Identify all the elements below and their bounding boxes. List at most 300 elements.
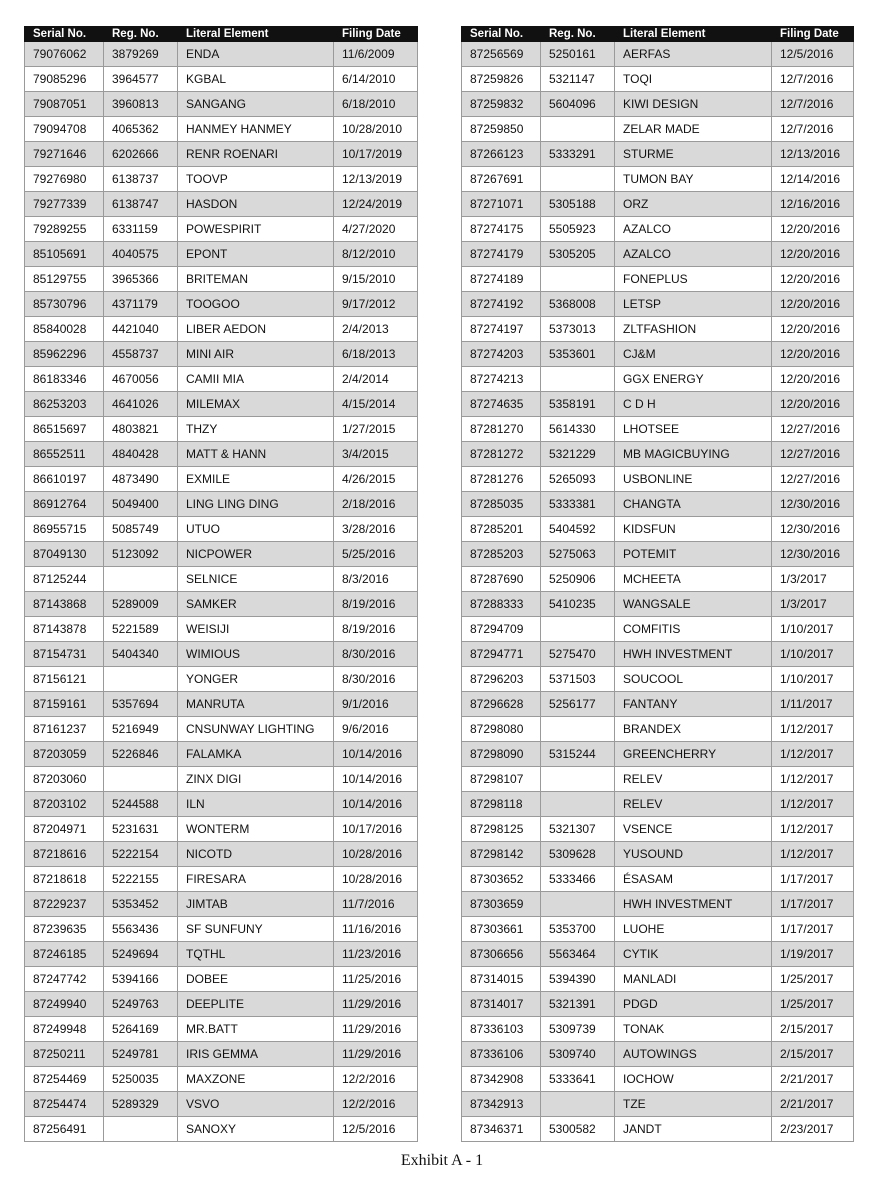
filing-date-cell: 12/27/2016 (772, 467, 854, 492)
reg-no-cell (541, 367, 615, 392)
filing-date-cell: 12/2/2016 (334, 1092, 418, 1117)
filing-date-cell: 4/27/2020 (334, 217, 418, 242)
table-row (462, 892, 854, 917)
reg-no-cell: 5275063 (541, 542, 615, 567)
reg-no-cell: 3964577 (104, 67, 178, 92)
filing-date-cell: 10/14/2016 (334, 742, 418, 767)
serial-no-cell: 86912764 (25, 492, 104, 517)
literal-element-cell: GGX ENERGY (615, 367, 772, 392)
table-row (462, 117, 854, 142)
serial-no-cell: 87239635 (25, 917, 104, 942)
table-row (25, 992, 418, 1017)
serial-no-cell: 87267691 (462, 167, 541, 192)
reg-no-cell (541, 267, 615, 292)
serial-no-cell: 85840028 (25, 317, 104, 342)
table-row (462, 192, 854, 217)
table-row (462, 792, 854, 817)
reg-no-cell: 5305188 (541, 192, 615, 217)
literal-element-cell: JIMTAB (178, 892, 334, 917)
reg-no-cell: 5256177 (541, 692, 615, 717)
table-row (462, 42, 854, 67)
reg-no-cell: 5123092 (104, 542, 178, 567)
serial-no-cell: 87259826 (462, 67, 541, 92)
literal-element-cell: CYTIK (615, 942, 772, 967)
literal-element-cell: CJ&M (615, 342, 772, 367)
literal-element-cell: WEISIJI (178, 617, 334, 642)
table-row (25, 817, 418, 842)
serial-no-cell: 87256569 (462, 42, 541, 67)
header-literal-element: Literal Element (178, 27, 334, 42)
reg-no-cell (104, 567, 178, 592)
table-row (462, 367, 854, 392)
reg-no-cell: 5264169 (104, 1017, 178, 1042)
table-row (462, 217, 854, 242)
serial-no-cell: 86552511 (25, 442, 104, 467)
serial-no-cell: 79276980 (25, 167, 104, 192)
serial-no-cell: 86955715 (25, 517, 104, 542)
serial-no-cell: 87346371 (462, 1117, 541, 1142)
literal-element-cell: AUTOWINGS (615, 1042, 772, 1067)
literal-element-cell: FALAMKA (178, 742, 334, 767)
literal-element-cell: MAXZONE (178, 1067, 334, 1092)
serial-no-cell: 87274203 (462, 342, 541, 367)
filing-date-cell: 2/21/2017 (772, 1092, 854, 1117)
reg-no-cell: 5049400 (104, 492, 178, 517)
serial-no-cell: 87254474 (25, 1092, 104, 1117)
reg-no-cell: 5309740 (541, 1042, 615, 1067)
literal-element-cell: MB MAGICBUYING (615, 442, 772, 467)
filing-date-cell: 12/20/2016 (772, 292, 854, 317)
filing-date-cell: 3/4/2015 (334, 442, 418, 467)
table-row (25, 267, 418, 292)
filing-date-cell: 10/14/2016 (334, 767, 418, 792)
filing-date-cell: 10/17/2016 (334, 817, 418, 842)
reg-no-cell: 5305205 (541, 242, 615, 267)
literal-element-cell: CNSUNWAY LIGHTING (178, 717, 334, 742)
literal-element-cell: AZALCO (615, 242, 772, 267)
serial-no-cell: 87246185 (25, 942, 104, 967)
table-row (462, 67, 854, 92)
table-row (462, 267, 854, 292)
serial-no-cell: 87296203 (462, 667, 541, 692)
literal-element-cell: GREENCHERRY (615, 742, 772, 767)
reg-no-cell: 4840428 (104, 442, 178, 467)
reg-no-cell: 5357694 (104, 692, 178, 717)
literal-element-cell: MINI AIR (178, 342, 334, 367)
table-row (25, 942, 418, 967)
reg-no-cell: 5371503 (541, 667, 615, 692)
literal-element-cell: EPONT (178, 242, 334, 267)
reg-no-cell: 6331159 (104, 217, 178, 242)
table-row (25, 117, 418, 142)
filing-date-cell: 11/29/2016 (334, 992, 418, 1017)
table-row (25, 217, 418, 242)
filing-date-cell: 12/7/2016 (772, 67, 854, 92)
filing-date-cell: 12/20/2016 (772, 342, 854, 367)
reg-no-cell: 5222154 (104, 842, 178, 867)
table-row (462, 92, 854, 117)
reg-no-cell: 3965366 (104, 267, 178, 292)
filing-date-cell: 9/17/2012 (334, 292, 418, 317)
reg-no-cell (541, 117, 615, 142)
filing-date-cell: 1/10/2017 (772, 667, 854, 692)
literal-element-cell: AERFAS (615, 42, 772, 67)
table-row (462, 567, 854, 592)
filing-date-cell: 4/15/2014 (334, 392, 418, 417)
serial-no-cell: 87274192 (462, 292, 541, 317)
literal-element-cell: FIRESARA (178, 867, 334, 892)
reg-no-cell: 5614330 (541, 417, 615, 442)
reg-no-cell: 5353601 (541, 342, 615, 367)
filing-date-cell: 1/19/2017 (772, 942, 854, 967)
literal-element-cell: COMFITIS (615, 617, 772, 642)
left-table-body (25, 42, 418, 1142)
reg-no-cell: 6138737 (104, 167, 178, 192)
literal-element-cell: AZALCO (615, 217, 772, 242)
literal-element-cell: TQTHL (178, 942, 334, 967)
table-header-row (25, 27, 418, 42)
serial-no-cell: 87204971 (25, 817, 104, 842)
serial-no-cell: 87203059 (25, 742, 104, 767)
table-row (25, 1042, 418, 1067)
literal-element-cell: TOQI (615, 67, 772, 92)
filing-date-cell: 1/27/2015 (334, 417, 418, 442)
reg-no-cell: 4040575 (104, 242, 178, 267)
filing-date-cell: 1/25/2017 (772, 992, 854, 1017)
filing-date-cell: 12/30/2016 (772, 492, 854, 517)
table-row (462, 667, 854, 692)
literal-element-cell: ENDA (178, 42, 334, 67)
filing-date-cell: 1/25/2017 (772, 967, 854, 992)
serial-no-cell: 79271646 (25, 142, 104, 167)
table-row (25, 492, 418, 517)
filing-date-cell: 1/17/2017 (772, 892, 854, 917)
reg-no-cell: 4558737 (104, 342, 178, 367)
serial-no-cell: 79085296 (25, 67, 104, 92)
table-row (25, 167, 418, 192)
literal-element-cell: UTUO (178, 517, 334, 542)
literal-element-cell: VSVO (178, 1092, 334, 1117)
literal-element-cell: MANRUTA (178, 692, 334, 717)
serial-no-cell: 87161237 (25, 717, 104, 742)
left-trademark-table (24, 26, 418, 1142)
reg-no-cell: 5321147 (541, 67, 615, 92)
filing-date-cell: 12/13/2019 (334, 167, 418, 192)
table-row (25, 1117, 418, 1142)
serial-no-cell: 87285201 (462, 517, 541, 542)
table-row (462, 467, 854, 492)
serial-no-cell: 79087051 (25, 92, 104, 117)
reg-no-cell: 5321229 (541, 442, 615, 467)
serial-no-cell: 87274635 (462, 392, 541, 417)
filing-date-cell: 12/27/2016 (772, 417, 854, 442)
filing-date-cell: 1/12/2017 (772, 792, 854, 817)
table-row (462, 392, 854, 417)
literal-element-cell: MATT & HANN (178, 442, 334, 467)
serial-no-cell: 87288333 (462, 592, 541, 617)
reg-no-cell: 5353452 (104, 892, 178, 917)
serial-no-cell: 87249940 (25, 992, 104, 1017)
table-row (462, 317, 854, 342)
reg-no-cell: 5300582 (541, 1117, 615, 1142)
filing-date-cell: 6/14/2010 (334, 67, 418, 92)
reg-no-cell: 5216949 (104, 717, 178, 742)
filing-date-cell: 12/20/2016 (772, 267, 854, 292)
table-row (25, 517, 418, 542)
reg-no-cell: 6138747 (104, 192, 178, 217)
table-row (462, 617, 854, 642)
filing-date-cell: 12/7/2016 (772, 92, 854, 117)
literal-element-cell: THZY (178, 417, 334, 442)
table-row (462, 742, 854, 767)
reg-no-cell: 5321391 (541, 992, 615, 1017)
table-row (25, 192, 418, 217)
reg-no-cell: 5315244 (541, 742, 615, 767)
literal-element-cell: USBONLINE (615, 467, 772, 492)
table-row (462, 992, 854, 1017)
serial-no-cell: 87203060 (25, 767, 104, 792)
reg-no-cell: 5358191 (541, 392, 615, 417)
filing-date-cell: 6/18/2010 (334, 92, 418, 117)
filing-date-cell: 12/20/2016 (772, 217, 854, 242)
table-row (25, 142, 418, 167)
reg-no-cell: 5373013 (541, 317, 615, 342)
table-row (462, 692, 854, 717)
serial-no-cell: 86183346 (25, 367, 104, 392)
serial-no-cell: 87247742 (25, 967, 104, 992)
table-row (25, 92, 418, 117)
literal-element-cell: DEEPLITE (178, 992, 334, 1017)
literal-element-cell: ZINX DIGI (178, 767, 334, 792)
reg-no-cell: 4371179 (104, 292, 178, 317)
reg-no-cell: 5309739 (541, 1017, 615, 1042)
filing-date-cell: 12/20/2016 (772, 317, 854, 342)
page-footer: Exhibit A - 1 (400, 1152, 484, 1169)
filing-date-cell: 2/4/2014 (334, 367, 418, 392)
filing-date-cell: 2/4/2013 (334, 317, 418, 342)
filing-date-cell: 12/30/2016 (772, 542, 854, 567)
filing-date-cell: 10/28/2016 (334, 842, 418, 867)
table-row (462, 817, 854, 842)
reg-no-cell: 5250161 (541, 42, 615, 67)
filing-date-cell: 8/3/2016 (334, 567, 418, 592)
table-row (25, 442, 418, 467)
filing-date-cell: 8/30/2016 (334, 667, 418, 692)
serial-no-cell: 87143878 (25, 617, 104, 642)
literal-element-cell: TZE (615, 1092, 772, 1117)
reg-no-cell: 5404592 (541, 517, 615, 542)
filing-date-cell: 10/17/2019 (334, 142, 418, 167)
reg-no-cell (541, 1092, 615, 1117)
filing-date-cell: 12/14/2016 (772, 167, 854, 192)
literal-element-cell: PDGD (615, 992, 772, 1017)
literal-element-cell: WIMIOUS (178, 642, 334, 667)
reg-no-cell: 5249763 (104, 992, 178, 1017)
reg-no-cell: 5222155 (104, 867, 178, 892)
table-row (25, 867, 418, 892)
filing-date-cell: 1/12/2017 (772, 717, 854, 742)
serial-no-cell: 87298090 (462, 742, 541, 767)
table-row (25, 792, 418, 817)
filing-date-cell: 12/20/2016 (772, 367, 854, 392)
reg-no-cell: 5249781 (104, 1042, 178, 1067)
filing-date-cell: 8/30/2016 (334, 642, 418, 667)
filing-date-cell: 11/7/2016 (334, 892, 418, 917)
header-reg-no: Reg. No. (104, 27, 178, 42)
table-row (25, 242, 418, 267)
filing-date-cell: 12/20/2016 (772, 392, 854, 417)
table-header-row (462, 27, 854, 42)
table-row (25, 917, 418, 942)
table-row (25, 692, 418, 717)
reg-no-cell: 5244588 (104, 792, 178, 817)
literal-element-cell: RELEV (615, 792, 772, 817)
filing-date-cell: 5/25/2016 (334, 542, 418, 567)
literal-element-cell: POWESPIRIT (178, 217, 334, 242)
serial-no-cell: 86610197 (25, 467, 104, 492)
literal-element-cell: MANLADI (615, 967, 772, 992)
reg-no-cell: 4065362 (104, 117, 178, 142)
reg-no-cell (541, 767, 615, 792)
table-row (462, 842, 854, 867)
reg-no-cell: 3879269 (104, 42, 178, 67)
reg-no-cell: 5604096 (541, 92, 615, 117)
serial-no-cell: 87249948 (25, 1017, 104, 1042)
serial-no-cell: 87285203 (462, 542, 541, 567)
filing-date-cell: 10/28/2010 (334, 117, 418, 142)
table-row (462, 717, 854, 742)
reg-no-cell (104, 1117, 178, 1142)
table-row (462, 517, 854, 542)
filing-date-cell: 10/28/2016 (334, 867, 418, 892)
table-row (462, 1067, 854, 1092)
serial-no-cell: 79289255 (25, 217, 104, 242)
serial-no-cell: 87266123 (462, 142, 541, 167)
literal-element-cell: SANOXY (178, 1117, 334, 1142)
literal-element-cell: CAMII MIA (178, 367, 334, 392)
serial-no-cell: 87336106 (462, 1042, 541, 1067)
filing-date-cell: 1/12/2017 (772, 767, 854, 792)
table-row (462, 942, 854, 967)
table-row (25, 367, 418, 392)
literal-element-cell: LING LING DING (178, 492, 334, 517)
reg-no-cell: 5275470 (541, 642, 615, 667)
table-row (25, 967, 418, 992)
literal-element-cell: HWH INVESTMENT (615, 642, 772, 667)
literal-element-cell: ZELAR MADE (615, 117, 772, 142)
table-row (25, 1017, 418, 1042)
reg-no-cell: 5563436 (104, 917, 178, 942)
reg-no-cell: 5404340 (104, 642, 178, 667)
reg-no-cell (541, 617, 615, 642)
header-serial-no: Serial No. (462, 27, 541, 42)
filing-date-cell: 6/18/2013 (334, 342, 418, 367)
serial-no-cell: 87271071 (462, 192, 541, 217)
filing-date-cell: 12/27/2016 (772, 442, 854, 467)
literal-element-cell: EXMILE (178, 467, 334, 492)
reg-no-cell (104, 667, 178, 692)
filing-date-cell: 12/5/2016 (772, 42, 854, 67)
table-row (462, 592, 854, 617)
serial-no-cell: 87143868 (25, 592, 104, 617)
filing-date-cell: 11/29/2016 (334, 1017, 418, 1042)
literal-element-cell: MCHEETA (615, 567, 772, 592)
table-row (462, 867, 854, 892)
literal-element-cell: HWH INVESTMENT (615, 892, 772, 917)
table-row (25, 842, 418, 867)
literal-element-cell: TOOGOO (178, 292, 334, 317)
literal-element-cell: HANMEY HANMEY (178, 117, 334, 142)
literal-element-cell: TONAK (615, 1017, 772, 1042)
serial-no-cell: 86515697 (25, 417, 104, 442)
table-row (25, 342, 418, 367)
literal-element-cell: NICPOWER (178, 542, 334, 567)
serial-no-cell: 87303659 (462, 892, 541, 917)
serial-no-cell: 87281276 (462, 467, 541, 492)
filing-date-cell: 12/5/2016 (334, 1117, 418, 1142)
literal-element-cell: MR.BATT (178, 1017, 334, 1042)
serial-no-cell: 87049130 (25, 542, 104, 567)
table-row (25, 542, 418, 567)
filing-date-cell: 1/17/2017 (772, 867, 854, 892)
serial-no-cell: 87342908 (462, 1067, 541, 1092)
table-row (25, 642, 418, 667)
serial-no-cell: 87254469 (25, 1067, 104, 1092)
reg-no-cell: 6202666 (104, 142, 178, 167)
reg-no-cell: 4873490 (104, 467, 178, 492)
filing-date-cell: 2/23/2017 (772, 1117, 854, 1142)
serial-no-cell: 87314017 (462, 992, 541, 1017)
reg-no-cell: 5249694 (104, 942, 178, 967)
table-row (462, 1117, 854, 1142)
table-row (25, 742, 418, 767)
filing-date-cell: 8/19/2016 (334, 592, 418, 617)
filing-date-cell: 11/25/2016 (334, 967, 418, 992)
reg-no-cell: 3960813 (104, 92, 178, 117)
filing-date-cell: 8/19/2016 (334, 617, 418, 642)
reg-no-cell: 5289329 (104, 1092, 178, 1117)
serial-no-cell: 87303661 (462, 917, 541, 942)
reg-no-cell (541, 792, 615, 817)
right-trademark-table (461, 26, 854, 1142)
serial-no-cell: 87218616 (25, 842, 104, 867)
table-row (25, 417, 418, 442)
filing-date-cell: 11/16/2016 (334, 917, 418, 942)
filing-date-cell: 9/15/2010 (334, 267, 418, 292)
literal-element-cell: YUSOUND (615, 842, 772, 867)
literal-element-cell: LIBER AEDON (178, 317, 334, 342)
serial-no-cell: 85962296 (25, 342, 104, 367)
reg-no-cell: 5250035 (104, 1067, 178, 1092)
filing-date-cell: 2/15/2017 (772, 1017, 854, 1042)
serial-no-cell: 87274179 (462, 242, 541, 267)
literal-element-cell: LETSP (615, 292, 772, 317)
literal-element-cell: YONGER (178, 667, 334, 692)
serial-no-cell: 87296628 (462, 692, 541, 717)
table-row (462, 967, 854, 992)
literal-element-cell: KIDSFUN (615, 517, 772, 542)
filing-date-cell: 1/12/2017 (772, 742, 854, 767)
literal-element-cell: SF SUNFUNY (178, 917, 334, 942)
serial-no-cell: 79277339 (25, 192, 104, 217)
reg-no-cell: 5394166 (104, 967, 178, 992)
serial-no-cell: 87229237 (25, 892, 104, 917)
serial-no-cell: 87294709 (462, 617, 541, 642)
literal-element-cell: HASDON (178, 192, 334, 217)
literal-element-cell: WANGSALE (615, 592, 772, 617)
header-serial-no: Serial No. (25, 27, 104, 42)
table-row (462, 1092, 854, 1117)
